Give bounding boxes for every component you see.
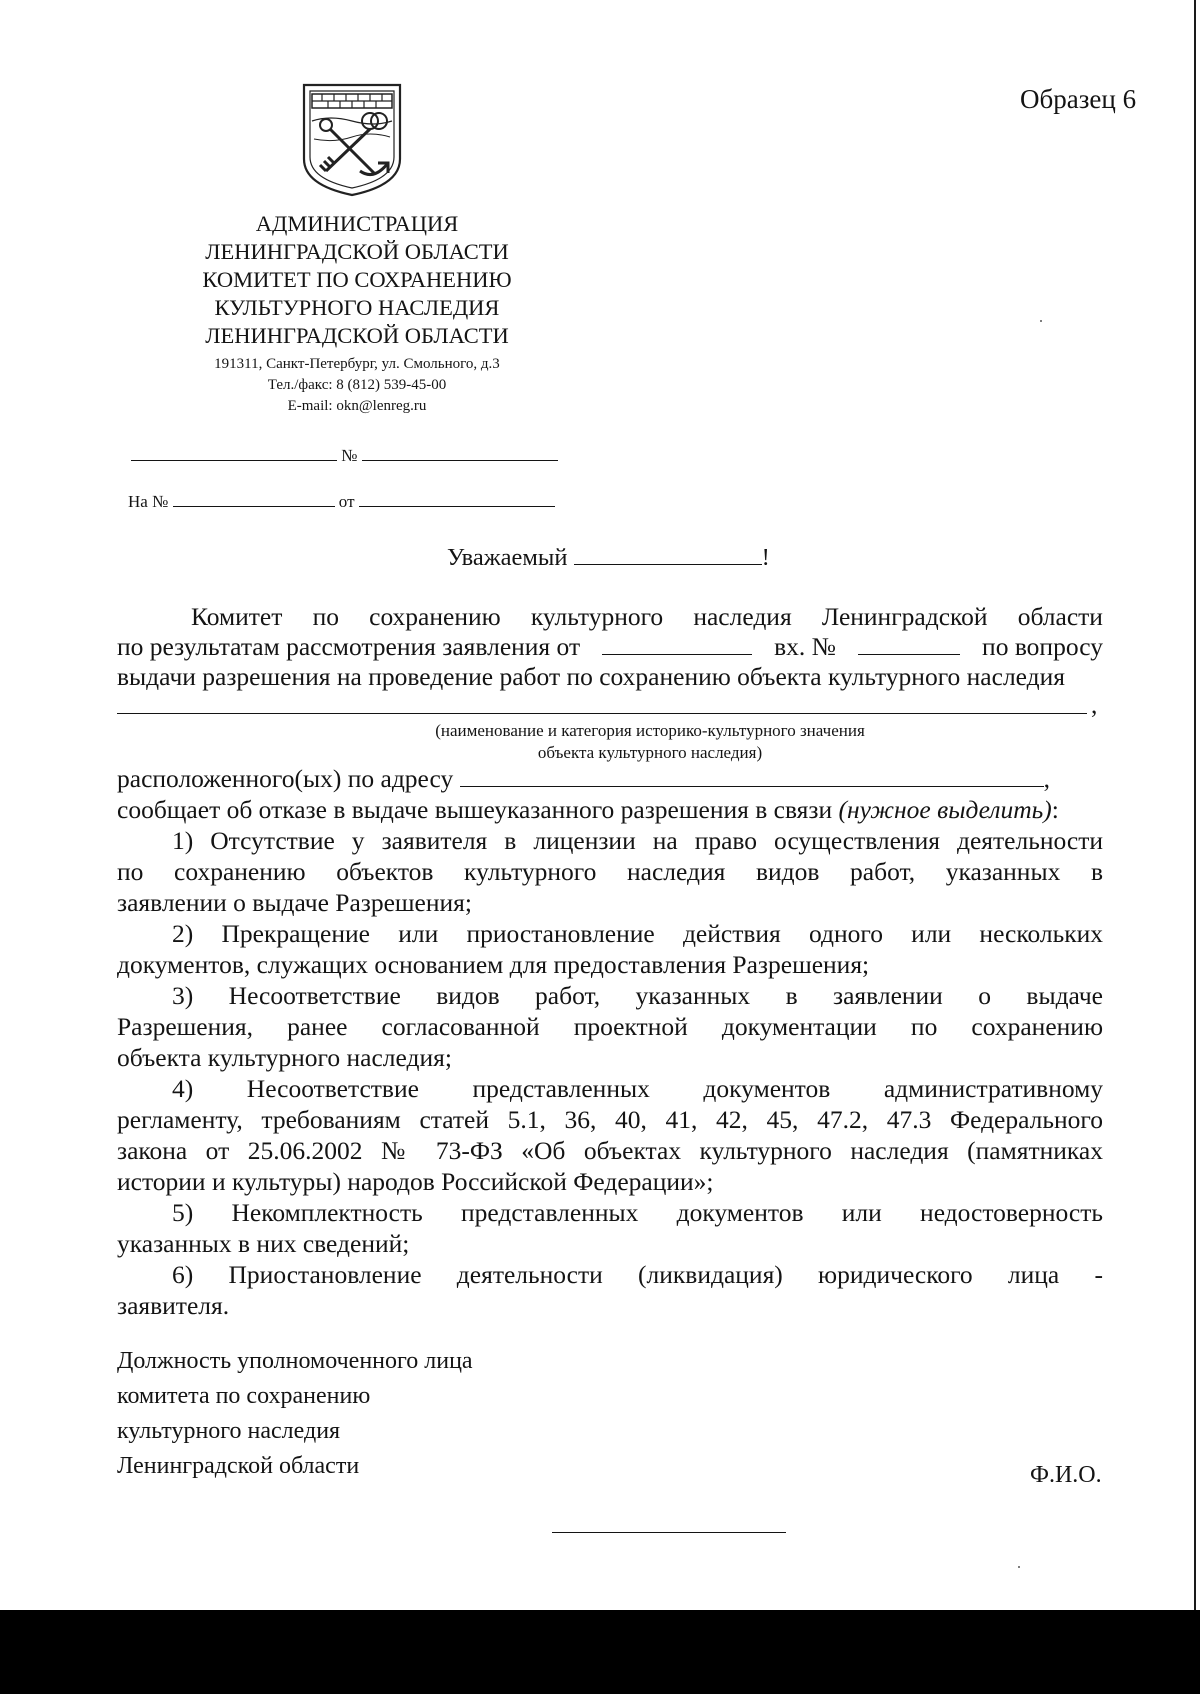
intro-word: культурного [530, 602, 664, 631]
address-comma: , [1043, 764, 1050, 793]
greeting-prefix: Уважаемый [447, 544, 568, 571]
org-name-line: ЛЕНИНГРАДСКОЙ ОБЛАСТИ [205, 239, 509, 264]
reason-1-line-3: заявлении о выдаче Разрешения; [117, 888, 472, 917]
intro-word: Ленинградской [821, 602, 988, 631]
reason-3-line-3: объекта культурного наследия; [117, 1043, 452, 1072]
refusal-colon: : [1051, 795, 1059, 824]
object-name-blank[interactable] [117, 713, 1087, 714]
reason-2-line-1: 2) Прекращение или приостановление действия одного или нескольких [172, 919, 1103, 948]
signature-position-line: Ленинградской области [117, 1453, 360, 1479]
from-label: от [338, 492, 355, 511]
greeting-suffix: ! [761, 544, 770, 571]
reason-4-line-2: регламенту, требованиям статей 5.1, 36, 40, 41, 42, 45, 47.2, 47.3 Федерального [117, 1105, 1103, 1134]
object-caption [300, 720, 1000, 764]
intro-line-3: выдачи разрешения на проведение работ по сохранению объекта культурного наследия [117, 662, 1065, 691]
intro-line-1 [191, 602, 1103, 632]
signature-position-line: комитета по сохранению [117, 1383, 371, 1409]
reason-5-line-1: 5) Некомплектность представленных документов или недостоверность [172, 1198, 1103, 1227]
reply-to-label: На № [128, 492, 169, 511]
signature-position-line: Должность уполномоченного лица [117, 1348, 473, 1374]
intro-line-2 [117, 632, 1103, 662]
object-name-comma: , [1091, 690, 1098, 719]
outgoing-registration [131, 446, 558, 466]
reason-3-line-1: 3) Несоответствие видов работ, указанных в заявлении о выдаче [172, 981, 1103, 1010]
address-line [117, 764, 1050, 794]
scan-page-edge [1194, 0, 1196, 1610]
signatory-name: Ф.И.О. [1030, 1462, 1102, 1488]
address-label: расположенного(ых) по адресу [117, 764, 454, 793]
incoming-number-label: вх. № [774, 632, 837, 661]
org-name-line: КУЛЬТУРНОГО НАСЛЕДИЯ [214, 295, 500, 320]
org-email: E-mail: okn@lenreg.ru [287, 398, 427, 414]
on-question-label: по вопросу [982, 632, 1103, 661]
reason-4-line-4: истории и культуры) народов Российской Федерации»; [117, 1167, 714, 1196]
coat-of-arms-icon [300, 77, 404, 197]
number-sign: № [341, 446, 358, 465]
greeting [447, 544, 770, 572]
org-address: 191311, Санкт-Петербург, ул. Смольного, д.3 [214, 356, 500, 372]
application-date-blank[interactable] [602, 640, 752, 655]
signature-position-line: культурного наследия [117, 1418, 341, 1444]
reason-5-line-2: указанных в них сведений; [117, 1229, 410, 1258]
reply-number-blank[interactable] [173, 492, 335, 507]
sample-label: Образец 6 [1020, 84, 1137, 114]
org-name-line: ЛЕНИНГРАДСКОЙ ОБЛАСТИ [205, 323, 509, 348]
object-caption-line: объекта культурного наследия) [537, 743, 763, 762]
refusal-note: (нужное выделить) [838, 795, 1052, 824]
object-caption-line: (наименование и категория историко-культурного значения [435, 721, 865, 740]
org-name-line: АДМИНИСТРАЦИЯ [255, 211, 459, 236]
reason-3-line-2: Разрешения, ранее согласованной проектной документации по сохранению [117, 1012, 1103, 1041]
scan-speck [1018, 1566, 1020, 1568]
address-blank[interactable] [460, 772, 1044, 787]
org-name-line: КОМИТЕТ ПО СОХРАНЕНИЮ [202, 267, 512, 292]
org-phone: Тел./факс: 8 (812) 539-45-00 [267, 377, 447, 393]
scan-speck [1040, 320, 1042, 322]
org-name-block [175, 210, 539, 350]
intro-word: наследия [693, 602, 792, 631]
reply-date-blank[interactable] [359, 492, 555, 507]
outgoing-date-blank[interactable] [131, 446, 337, 461]
intro-word: по [312, 602, 339, 631]
signature-blank[interactable] [552, 1532, 786, 1533]
intro-word: сохранению [369, 602, 501, 631]
org-contacts [175, 354, 539, 417]
incoming-number-blank[interactable] [858, 640, 960, 655]
signature-position [117, 1344, 473, 1484]
intro-word: области [1017, 602, 1103, 631]
reason-1-line-2: по сохранению объектов культурного наследия видов работ, указанных в [117, 857, 1103, 886]
reason-6-line-1: 6) Приостановление деятельности (ликвидация) юридического лица - [172, 1260, 1103, 1289]
addressee-blank[interactable] [574, 546, 762, 565]
reason-1-line-1: 1) Отсутствие у заявителя в лицензии на право осуществления деятельности [172, 826, 1103, 855]
reason-2-line-2: документов, служащих основанием для предоставления Разрешения; [117, 950, 870, 979]
reason-4-line-3: закона от 25.06.2002 № 73-ФЗ «Об объектах культурного наследия (памятниках [117, 1136, 1103, 1165]
intro-word: Комитет [191, 602, 283, 631]
refusal-text: сообщает об отказе в выдаче вышеуказанного разрешения в связи [117, 795, 833, 824]
scan-bottom-border [0, 1610, 1200, 1694]
outgoing-number-blank[interactable] [362, 446, 558, 461]
reason-4-line-1: 4) Несоответствие представленных документов административному [172, 1074, 1103, 1103]
reason-6-line-2: заявителя. [117, 1291, 230, 1320]
refusal-line [117, 795, 1059, 825]
reply-registration [128, 492, 555, 512]
application-from-label: по результатам рассмотрения заявления от [117, 632, 581, 661]
